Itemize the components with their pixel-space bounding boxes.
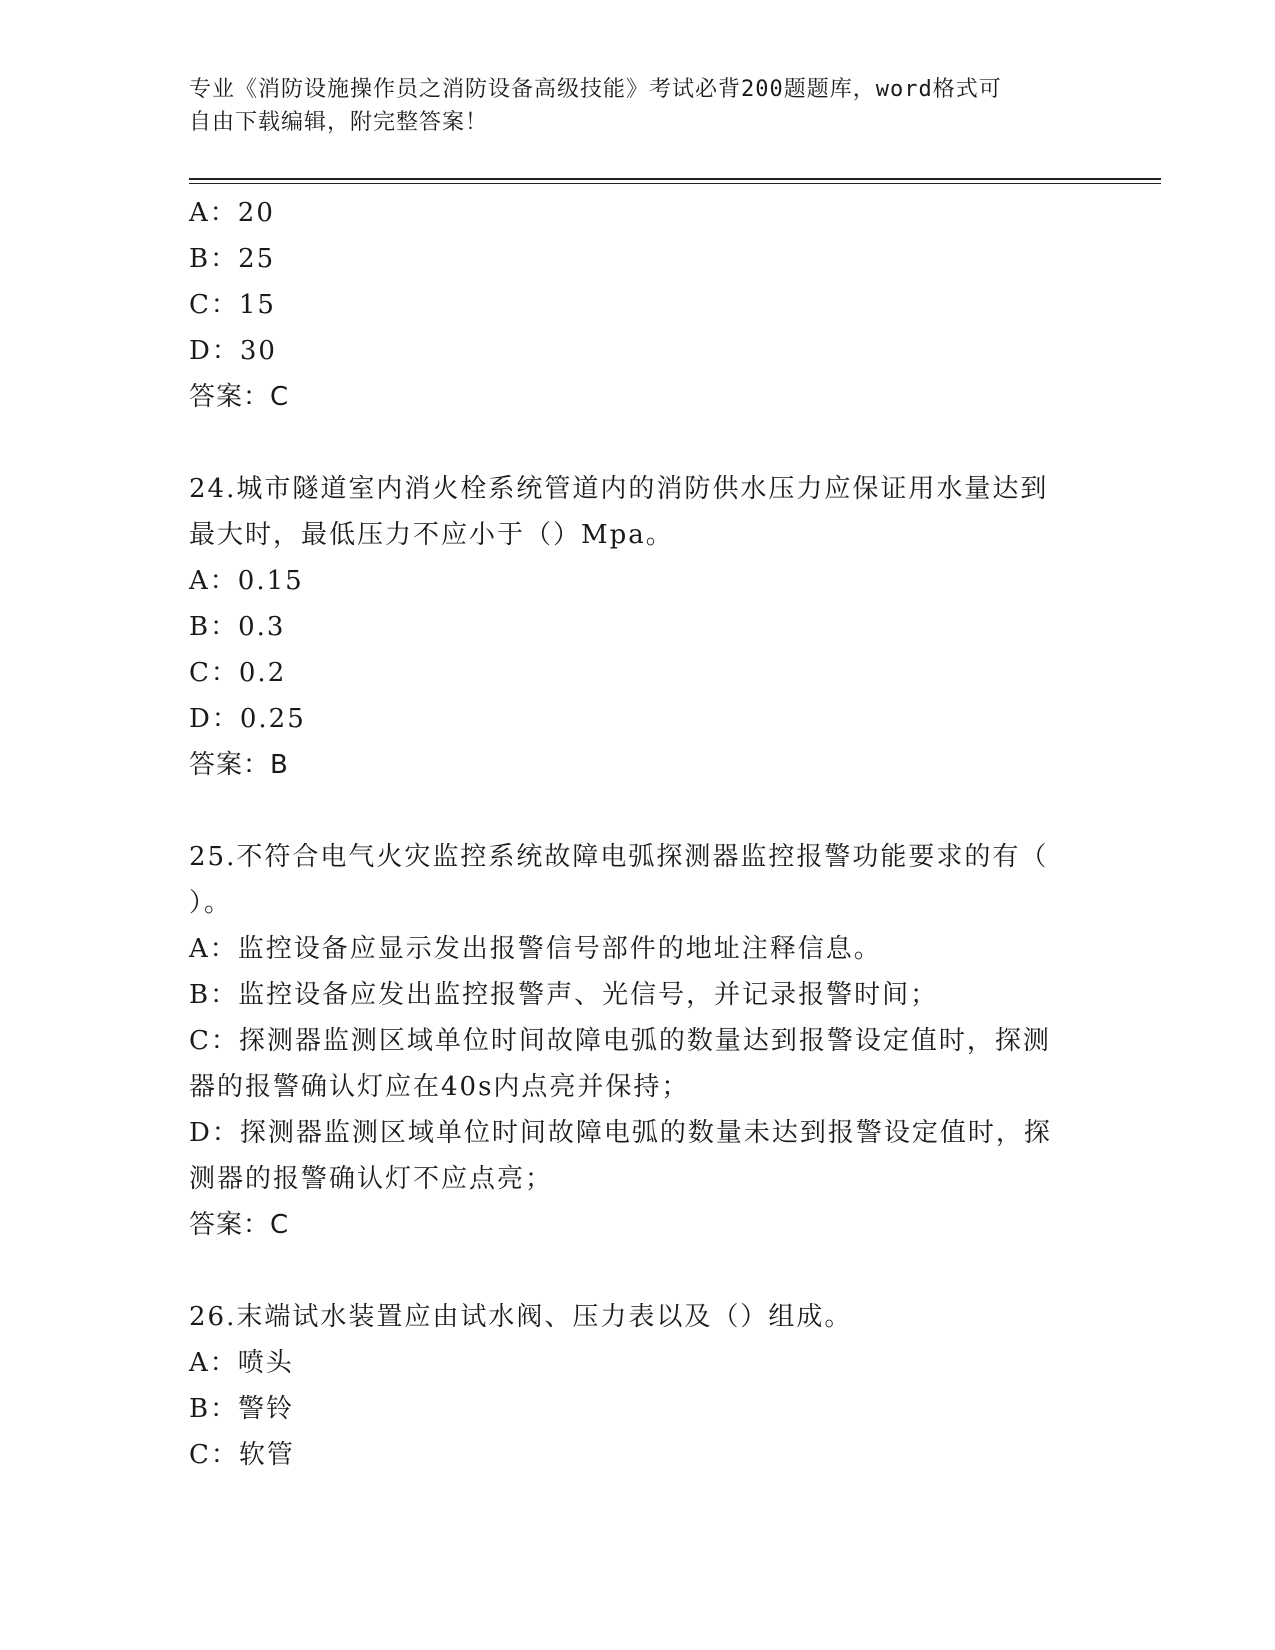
option-c: C：15	[189, 290, 276, 320]
question-stem: 25.不符合电气火灾监控系统故障电弧探测器监控报警功能要求的有（	[189, 842, 1049, 872]
option-c: C：探测器监测区域单位时间故障电弧的数量达到报警设定值时，探测	[189, 1026, 1051, 1056]
option-c: C：0.2	[189, 658, 287, 688]
option-d: D：30	[189, 336, 277, 366]
option-a: A：喷头	[189, 1348, 294, 1378]
question-content	[189, 190, 1089, 1478]
question-stem: 26.末端试水装置应由试水阀、压力表以及（）组成。	[189, 1302, 853, 1332]
option-d: D：探测器监测区域单位时间故障电弧的数量未达到报警设定值时，探	[189, 1118, 1052, 1148]
option-c-continued: 器的报警确认灯应在40s内点亮并保持；	[189, 1072, 690, 1102]
question-stem: 24.城市隧道室内消火栓系统管道内的消防供水压力应保证用水量达到	[189, 474, 1049, 504]
option-b: B：0.3	[189, 612, 286, 642]
spacer	[189, 420, 1089, 466]
header-divider-thin	[189, 183, 1161, 184]
answer-line: 答案：C	[189, 382, 290, 412]
spacer	[189, 788, 1089, 834]
option-d: D：0.25	[189, 704, 306, 734]
question-stem-continued: ）。	[189, 888, 233, 918]
option-c: C：软管	[189, 1440, 295, 1470]
option-b: B：监控设备应发出监控报警声、光信号，并记录报警时间；	[189, 980, 939, 1010]
option-b: B：25	[189, 244, 276, 274]
option-a: A：0.15	[189, 566, 304, 596]
answer-line: 答案：C	[189, 1210, 290, 1240]
question-26-block	[189, 1294, 1089, 1478]
question-23-block	[189, 190, 1089, 420]
header-line-2: 自由下载编辑，附完整答案！	[189, 110, 489, 135]
header-line-1: 专业《消防设施操作员之消防设备高级技能》考试必背200题题库，word格式可	[189, 77, 1002, 102]
question-stem-continued: 最大时，最低压力不应小于（）Mpa。	[189, 520, 674, 550]
answer-line: 答案：B	[189, 750, 289, 780]
document-header	[189, 73, 1079, 139]
header-divider-thick	[189, 178, 1161, 180]
question-25-block	[189, 834, 1089, 1248]
option-a: A：监控设备应显示发出报警信号部件的地址注释信息。	[189, 934, 882, 964]
question-24-block	[189, 466, 1089, 788]
spacer	[189, 1248, 1089, 1294]
option-a: A：20	[189, 198, 275, 228]
option-d-continued: 测器的报警确认灯不应点亮；	[189, 1164, 554, 1194]
option-b: B：警铃	[189, 1394, 295, 1424]
